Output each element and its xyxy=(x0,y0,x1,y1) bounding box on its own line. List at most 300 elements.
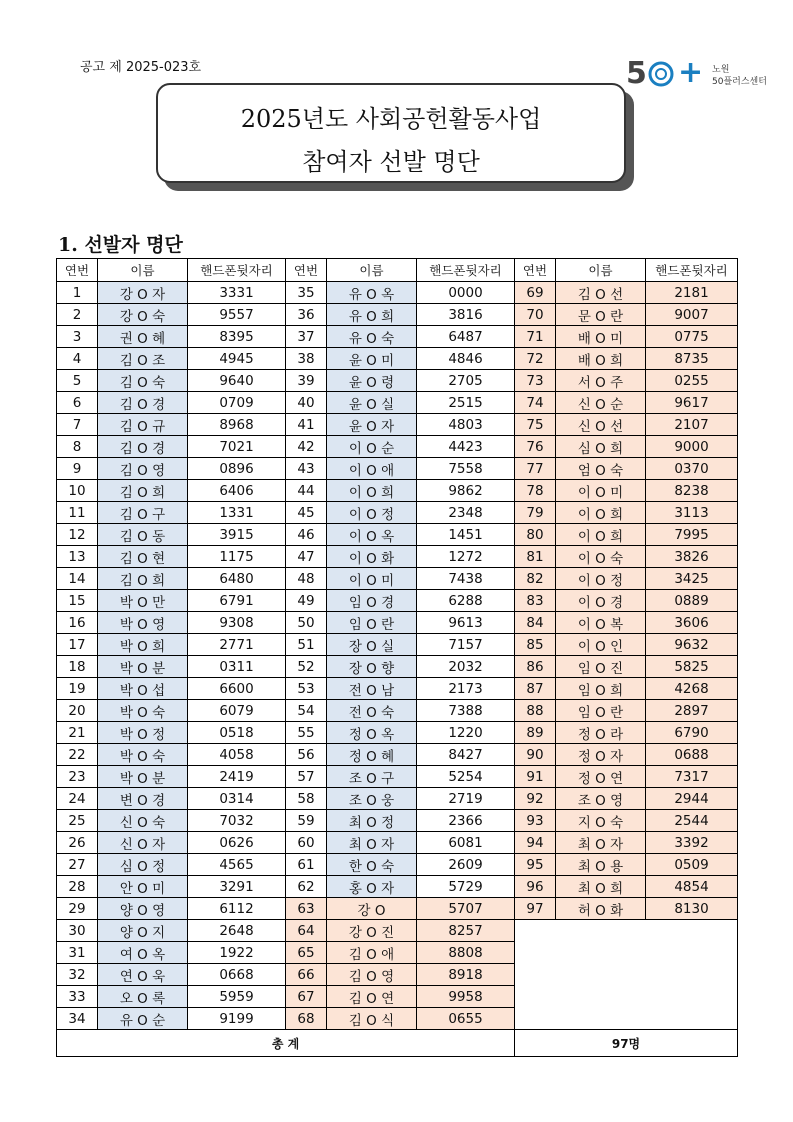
header-name: 이름 xyxy=(327,259,417,282)
entry-phone: 2544 xyxy=(646,810,738,832)
entry-number: 78 xyxy=(515,480,556,502)
entry-phone: 6288 xyxy=(417,590,515,612)
entry-phone: 2771 xyxy=(188,634,286,656)
entry-name: 박 O 분 xyxy=(98,656,188,678)
entry-number: 34 xyxy=(57,1008,98,1030)
page-subtitle: 참여자 선발 명단 xyxy=(302,148,480,176)
entry-number: 2 xyxy=(57,304,98,326)
entry-phone: 3425 xyxy=(646,568,738,590)
entry-phone: 4565 xyxy=(188,854,286,876)
entry-number: 35 xyxy=(286,282,327,304)
table-row xyxy=(57,392,738,414)
entry-name: 박 O 숙 xyxy=(98,700,188,722)
entry-phone: 6079 xyxy=(188,700,286,722)
entry-number: 76 xyxy=(515,436,556,458)
entry-phone: 7995 xyxy=(646,524,738,546)
entry-name: 신 O 자 xyxy=(98,832,188,854)
entry-phone: 9000 xyxy=(646,436,738,458)
table-row xyxy=(57,810,738,832)
entry-phone: 1922 xyxy=(188,942,286,964)
entry-phone: 8238 xyxy=(646,480,738,502)
header-phone: 핸드폰뒷자리 xyxy=(417,259,515,282)
entry-name: 정 O 라 xyxy=(556,722,646,744)
entry-name: 박 O 정 xyxy=(98,722,188,744)
entry-name: 여 O 옥 xyxy=(98,942,188,964)
entry-number: 69 xyxy=(515,282,556,304)
entry-number: 65 xyxy=(286,942,327,964)
entry-phone: 7021 xyxy=(188,436,286,458)
entry-phone: 6487 xyxy=(417,326,515,348)
entry-number: 4 xyxy=(57,348,98,370)
entry-phone: 9308 xyxy=(188,612,286,634)
entry-phone: 2719 xyxy=(417,788,515,810)
table-row xyxy=(57,370,738,392)
entry-phone: 5254 xyxy=(417,766,515,788)
entry-name: 조 O 영 xyxy=(556,788,646,810)
entry-number: 5 xyxy=(57,370,98,392)
entry-phone: 1220 xyxy=(417,722,515,744)
entry-number: 90 xyxy=(515,744,556,766)
entry-phone: 9007 xyxy=(646,304,738,326)
entry-phone: 2173 xyxy=(417,678,515,700)
entry-number: 93 xyxy=(515,810,556,832)
entry-phone: 7558 xyxy=(417,458,515,480)
table-row xyxy=(57,788,738,810)
entry-name: 정 O 연 xyxy=(556,766,646,788)
blank-area xyxy=(515,920,738,1030)
entry-phone: 2348 xyxy=(417,502,515,524)
entry-phone: 0626 xyxy=(188,832,286,854)
entry-phone: 7388 xyxy=(417,700,515,722)
table-row xyxy=(57,678,738,700)
entry-number: 47 xyxy=(286,546,327,568)
entry-number: 42 xyxy=(286,436,327,458)
entry-number: 39 xyxy=(286,370,327,392)
entry-name: 최 O 희 xyxy=(556,876,646,898)
entry-name: 강 O xyxy=(327,898,417,920)
entry-name: 양 O 지 xyxy=(98,920,188,942)
entry-phone: 6600 xyxy=(188,678,286,700)
entry-name: 지 O 숙 xyxy=(556,810,646,832)
entry-name: 김 O 경 xyxy=(98,392,188,414)
entry-phone: 2366 xyxy=(417,810,515,832)
entry-name: 윤 O 실 xyxy=(327,392,417,414)
table-row xyxy=(57,634,738,656)
entry-name: 김 O 영 xyxy=(98,458,188,480)
entry-name: 문 O 란 xyxy=(556,304,646,326)
entry-name: 조 O 웅 xyxy=(327,788,417,810)
entry-number: 10 xyxy=(57,480,98,502)
entry-phone: 8968 xyxy=(188,414,286,436)
entry-phone: 8808 xyxy=(417,942,515,964)
entry-phone: 4846 xyxy=(417,348,515,370)
header-name: 이름 xyxy=(556,259,646,282)
entry-name: 박 O 분 xyxy=(98,766,188,788)
entry-phone: 9632 xyxy=(646,634,738,656)
entry-name: 장 O 실 xyxy=(327,634,417,656)
title-box xyxy=(156,83,626,183)
logo-circle-icon xyxy=(648,61,674,87)
entry-name: 이 O 인 xyxy=(556,634,646,656)
entry-number: 11 xyxy=(57,502,98,524)
entry-phone: 0775 xyxy=(646,326,738,348)
table-row xyxy=(57,876,738,898)
entry-number: 23 xyxy=(57,766,98,788)
entry-phone: 0000 xyxy=(417,282,515,304)
table-row xyxy=(57,282,738,304)
logo-sub-center: 50플러스센터 xyxy=(712,77,767,87)
entry-number: 33 xyxy=(57,986,98,1008)
entry-phone: 0655 xyxy=(417,1008,515,1030)
entry-number: 97 xyxy=(515,898,556,920)
entry-number: 38 xyxy=(286,348,327,370)
entry-phone: 3915 xyxy=(188,524,286,546)
entry-number: 71 xyxy=(515,326,556,348)
entry-number: 67 xyxy=(286,986,327,1008)
entry-phone: 0255 xyxy=(646,370,738,392)
table-row xyxy=(57,502,738,524)
entry-number: 91 xyxy=(515,766,556,788)
entry-name: 한 O 숙 xyxy=(327,854,417,876)
entry-number: 27 xyxy=(57,854,98,876)
entry-phone: 9557 xyxy=(188,304,286,326)
entry-name: 임 O 진 xyxy=(556,656,646,678)
entry-name: 이 O 미 xyxy=(327,568,417,590)
entry-name: 박 O 숙 xyxy=(98,744,188,766)
entry-number: 12 xyxy=(57,524,98,546)
entry-name: 홍 O 자 xyxy=(327,876,417,898)
table-row xyxy=(57,590,738,612)
entry-name: 이 O 애 xyxy=(327,458,417,480)
entry-number: 16 xyxy=(57,612,98,634)
entry-name: 최 O 용 xyxy=(556,854,646,876)
entry-name: 장 O 향 xyxy=(327,656,417,678)
entry-name: 김 O 현 xyxy=(98,546,188,568)
entry-phone: 2944 xyxy=(646,788,738,810)
entry-name: 강 O 숙 xyxy=(98,304,188,326)
entry-number: 60 xyxy=(286,832,327,854)
entry-number: 36 xyxy=(286,304,327,326)
entry-number: 30 xyxy=(57,920,98,942)
entry-name: 오 O 록 xyxy=(98,986,188,1008)
entry-phone: 8918 xyxy=(417,964,515,986)
table-header-row xyxy=(57,259,738,282)
entry-phone: 1175 xyxy=(188,546,286,568)
table-row xyxy=(57,920,738,942)
entry-phone: 6406 xyxy=(188,480,286,502)
entry-phone: 0668 xyxy=(188,964,286,986)
entry-name: 최 O 정 xyxy=(327,810,417,832)
header-phone: 핸드폰뒷자리 xyxy=(646,259,738,282)
entry-number: 45 xyxy=(286,502,327,524)
entry-number: 26 xyxy=(57,832,98,854)
entry-phone: 7438 xyxy=(417,568,515,590)
table-row xyxy=(57,304,738,326)
entry-number: 48 xyxy=(286,568,327,590)
page-title: 2025년도 사회공헌활동사업 xyxy=(240,105,542,133)
entry-name: 배 O 희 xyxy=(556,348,646,370)
entry-phone: 5729 xyxy=(417,876,515,898)
table-row xyxy=(57,414,738,436)
entry-name: 김 O 조 xyxy=(98,348,188,370)
entry-phone: 3291 xyxy=(188,876,286,898)
table-row xyxy=(57,722,738,744)
entry-name: 강 O 자 xyxy=(98,282,188,304)
entry-number: 84 xyxy=(515,612,556,634)
entry-name: 이 O 옥 xyxy=(327,524,417,546)
entry-name: 서 O 주 xyxy=(556,370,646,392)
total-row xyxy=(57,1030,738,1057)
entry-phone: 3331 xyxy=(188,282,286,304)
entry-number: 59 xyxy=(286,810,327,832)
table-row xyxy=(57,546,738,568)
entry-phone: 5959 xyxy=(188,986,286,1008)
entry-name: 김 O 희 xyxy=(98,480,188,502)
entry-number: 52 xyxy=(286,656,327,678)
table-row xyxy=(57,832,738,854)
entry-name: 이 O 숙 xyxy=(556,546,646,568)
entry-name: 변 O 경 xyxy=(98,788,188,810)
entry-number: 70 xyxy=(515,304,556,326)
entry-name: 유 O 희 xyxy=(327,304,417,326)
roster-table xyxy=(56,258,738,1057)
logo-plus: + xyxy=(678,55,704,90)
entry-name: 이 O 미 xyxy=(556,480,646,502)
entry-name: 안 O 미 xyxy=(98,876,188,898)
entry-phone: 9862 xyxy=(417,480,515,502)
entry-name: 김 O 동 xyxy=(98,524,188,546)
entry-name: 이 O 희 xyxy=(327,480,417,502)
center-logo xyxy=(626,55,776,94)
entry-name: 전 O 남 xyxy=(327,678,417,700)
table-row xyxy=(57,700,738,722)
entry-number: 54 xyxy=(286,700,327,722)
entry-number: 41 xyxy=(286,414,327,436)
entry-number: 7 xyxy=(57,414,98,436)
entry-name: 신 O 숙 xyxy=(98,810,188,832)
logo-sub-district: 노원 xyxy=(712,65,730,75)
entry-name: 유 O 순 xyxy=(98,1008,188,1030)
entry-number: 15 xyxy=(57,590,98,612)
entry-number: 87 xyxy=(515,678,556,700)
entry-number: 64 xyxy=(286,920,327,942)
entry-number: 95 xyxy=(515,854,556,876)
entry-name: 김 O 숙 xyxy=(98,370,188,392)
header-name: 이름 xyxy=(98,259,188,282)
entry-phone: 7317 xyxy=(646,766,738,788)
entry-phone: 1272 xyxy=(417,546,515,568)
entry-phone: 4854 xyxy=(646,876,738,898)
entry-phone: 9613 xyxy=(417,612,515,634)
entry-number: 46 xyxy=(286,524,327,546)
entry-number: 31 xyxy=(57,942,98,964)
header-no: 연번 xyxy=(57,259,98,282)
entry-number: 25 xyxy=(57,810,98,832)
logo-five: 5 xyxy=(626,56,647,91)
entry-number: 74 xyxy=(515,392,556,414)
entry-name: 윤 O 미 xyxy=(327,348,417,370)
entry-name: 윤 O 령 xyxy=(327,370,417,392)
entry-name: 김 O 희 xyxy=(98,568,188,590)
entry-number: 32 xyxy=(57,964,98,986)
entry-number: 92 xyxy=(515,788,556,810)
entry-number: 17 xyxy=(57,634,98,656)
table-row xyxy=(57,898,738,920)
notice-number: 공고 제 2025-023호 xyxy=(80,60,202,75)
entry-phone: 8427 xyxy=(417,744,515,766)
entry-name: 정 O 옥 xyxy=(327,722,417,744)
entry-phone: 1451 xyxy=(417,524,515,546)
entry-name: 이 O 경 xyxy=(556,590,646,612)
entry-name: 김 O 규 xyxy=(98,414,188,436)
entry-name: 권 O 혜 xyxy=(98,326,188,348)
entry-phone: 3816 xyxy=(417,304,515,326)
entry-name: 임 O 란 xyxy=(327,612,417,634)
entry-number: 86 xyxy=(515,656,556,678)
entry-number: 6 xyxy=(57,392,98,414)
entry-number: 20 xyxy=(57,700,98,722)
entry-number: 96 xyxy=(515,876,556,898)
entry-phone: 2648 xyxy=(188,920,286,942)
entry-number: 50 xyxy=(286,612,327,634)
section-title: 1. 선발자 명단 xyxy=(58,234,183,256)
entry-name: 김 O 연 xyxy=(327,986,417,1008)
total-label: 총 계 xyxy=(57,1030,515,1057)
entry-phone: 4945 xyxy=(188,348,286,370)
entry-number: 37 xyxy=(286,326,327,348)
entry-number: 21 xyxy=(57,722,98,744)
entry-phone: 4423 xyxy=(417,436,515,458)
entry-number: 85 xyxy=(515,634,556,656)
entry-name: 심 O 희 xyxy=(556,436,646,458)
table-row xyxy=(57,744,738,766)
entry-phone: 8257 xyxy=(417,920,515,942)
entry-phone: 1331 xyxy=(188,502,286,524)
entry-phone: 6112 xyxy=(188,898,286,920)
entry-phone: 4803 xyxy=(417,414,515,436)
entry-number: 81 xyxy=(515,546,556,568)
table-row xyxy=(57,480,738,502)
entry-phone: 7032 xyxy=(188,810,286,832)
table-row xyxy=(57,854,738,876)
entry-number: 40 xyxy=(286,392,327,414)
entry-number: 82 xyxy=(515,568,556,590)
entry-name: 이 O 희 xyxy=(556,524,646,546)
header-no: 연번 xyxy=(286,259,327,282)
table-row xyxy=(57,568,738,590)
entry-phone: 3606 xyxy=(646,612,738,634)
entry-number: 18 xyxy=(57,656,98,678)
entry-number: 73 xyxy=(515,370,556,392)
table-row xyxy=(57,458,738,480)
entry-number: 44 xyxy=(286,480,327,502)
entry-name: 엄 O 숙 xyxy=(556,458,646,480)
entry-number: 68 xyxy=(286,1008,327,1030)
entry-phone: 0688 xyxy=(646,744,738,766)
entry-name: 김 O 경 xyxy=(98,436,188,458)
entry-number: 72 xyxy=(515,348,556,370)
entry-name: 박 O 만 xyxy=(98,590,188,612)
entry-number: 75 xyxy=(515,414,556,436)
entry-phone: 3392 xyxy=(646,832,738,854)
entry-name: 연 O 욱 xyxy=(98,964,188,986)
entry-number: 88 xyxy=(515,700,556,722)
entry-phone: 0889 xyxy=(646,590,738,612)
entry-phone: 6790 xyxy=(646,722,738,744)
table-row xyxy=(57,612,738,634)
entry-number: 57 xyxy=(286,766,327,788)
entry-phone: 2032 xyxy=(417,656,515,678)
entry-name: 김 O 선 xyxy=(556,282,646,304)
entry-name: 허 O 화 xyxy=(556,898,646,920)
table-row xyxy=(57,326,738,348)
entry-name: 이 O 순 xyxy=(327,436,417,458)
entry-phone: 5825 xyxy=(646,656,738,678)
entry-number: 66 xyxy=(286,964,327,986)
entry-phone: 6480 xyxy=(188,568,286,590)
entry-number: 28 xyxy=(57,876,98,898)
entry-phone: 6791 xyxy=(188,590,286,612)
entry-number: 77 xyxy=(515,458,556,480)
entry-name: 정 O 자 xyxy=(556,744,646,766)
entry-name: 최 O 자 xyxy=(327,832,417,854)
entry-phone: 4058 xyxy=(188,744,286,766)
entry-number: 63 xyxy=(286,898,327,920)
entry-number: 3 xyxy=(57,326,98,348)
entry-phone: 0370 xyxy=(646,458,738,480)
entry-number: 55 xyxy=(286,722,327,744)
table-row xyxy=(57,656,738,678)
entry-name: 이 O 정 xyxy=(327,502,417,524)
entry-phone: 7157 xyxy=(417,634,515,656)
entry-name: 심 O 정 xyxy=(98,854,188,876)
entry-phone: 0896 xyxy=(188,458,286,480)
entry-name: 이 O 복 xyxy=(556,612,646,634)
entry-number: 8 xyxy=(57,436,98,458)
entry-number: 53 xyxy=(286,678,327,700)
entry-phone: 2107 xyxy=(646,414,738,436)
entry-name: 김 O 애 xyxy=(327,942,417,964)
entry-name: 양 O 영 xyxy=(98,898,188,920)
entry-phone: 2705 xyxy=(417,370,515,392)
entry-number: 14 xyxy=(57,568,98,590)
entry-name: 박 O 영 xyxy=(98,612,188,634)
table-row xyxy=(57,766,738,788)
entry-phone: 3826 xyxy=(646,546,738,568)
entry-name: 박 O 섭 xyxy=(98,678,188,700)
entry-name: 박 O 희 xyxy=(98,634,188,656)
entry-phone: 2515 xyxy=(417,392,515,414)
total-value: 97명 xyxy=(515,1030,738,1057)
entry-number: 80 xyxy=(515,524,556,546)
entry-number: 43 xyxy=(286,458,327,480)
entry-number: 89 xyxy=(515,722,556,744)
entry-phone: 9958 xyxy=(417,986,515,1008)
entry-number: 19 xyxy=(57,678,98,700)
entry-phone: 2897 xyxy=(646,700,738,722)
entry-phone: 6081 xyxy=(417,832,515,854)
entry-number: 24 xyxy=(57,788,98,810)
entry-number: 29 xyxy=(57,898,98,920)
entry-name: 전 O 숙 xyxy=(327,700,417,722)
entry-number: 79 xyxy=(515,502,556,524)
table-row xyxy=(57,348,738,370)
entry-number: 83 xyxy=(515,590,556,612)
entry-number: 56 xyxy=(286,744,327,766)
entry-number: 22 xyxy=(57,744,98,766)
entry-name: 최 O 자 xyxy=(556,832,646,854)
entry-name: 조 O 구 xyxy=(327,766,417,788)
